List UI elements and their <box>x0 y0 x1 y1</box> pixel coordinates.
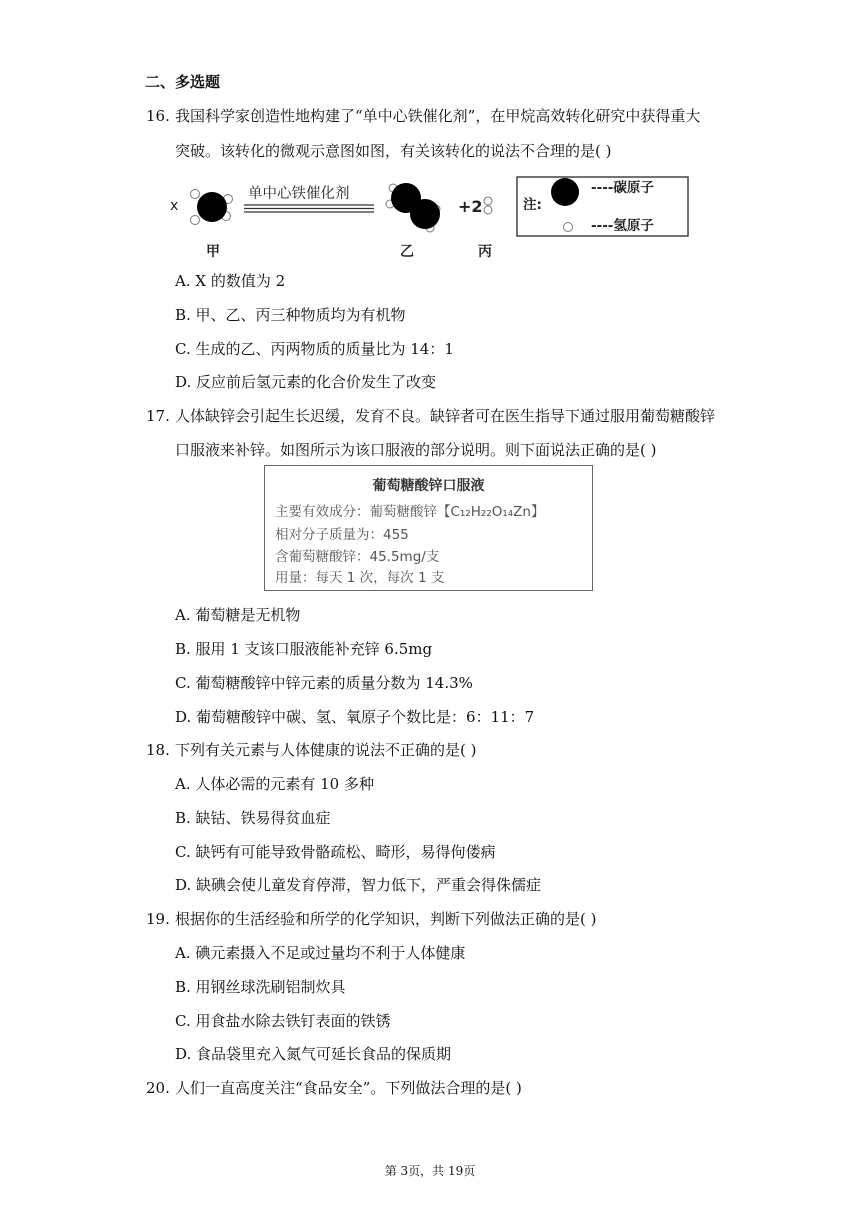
hydrogen-atom-icon <box>564 223 573 232</box>
oral-liquid-label-box <box>264 465 593 591</box>
label-box-line1: 主要有效成分：葡萄糖酸锌【C₁₂H₂₂O₁₄Zn】 <box>275 504 545 520</box>
question-18-number: 18. <box>146 741 170 759</box>
catalyst-label: 单中心铁催化剂 <box>248 186 350 202</box>
question-20-stem: 人们一直高度关注“食品安全”。下列做法合理的是( ) <box>175 1079 522 1097</box>
reaction-diagram <box>168 176 698 264</box>
q17-option-d: D. 葡萄糖酸锌中碳、氢、氧原子个数比是：6：11：7 <box>175 708 535 726</box>
q19-option-c: C. 用食盐水除去铁钉表面的铁锈 <box>175 1012 391 1030</box>
question-17-stem-line2: 口服液来补锌。如图所示为该口服液的部分说明。则下面说法正确的是( ) <box>175 441 657 459</box>
page-footer: 第 3页，共 19页 <box>384 1164 476 1178</box>
ethylene-molecule <box>386 183 440 232</box>
jia-label: 甲 <box>206 244 220 260</box>
question-19-number: 19. <box>146 910 170 928</box>
question-17-stem-line1: 人体缺锌会引起生长迟缓，发育不良。缺锌者可在医生指导下通过服用葡萄糖酸锌 <box>175 407 716 425</box>
q18-option-d: D. 缺碘会使儿童发育停滞，智力低下，严重会得侏儒症 <box>175 876 542 894</box>
label-box-line3: 含葡萄糖酸锌：45.5mg/支 <box>275 549 440 565</box>
label-box-title: 葡萄糖酸锌口服液 <box>372 478 485 494</box>
note-label: 注: <box>523 197 542 213</box>
question-16-stem-line1: 我国科学家创造性地构建了“单中心铁催化剂”，在甲烷高效转化研究中获得重大 <box>175 107 701 125</box>
methane-molecule <box>191 190 233 225</box>
question-16-number: 16. <box>146 107 170 125</box>
hydrogen-molecule <box>484 197 492 214</box>
hydrogen-legend-label: ----氢原子 <box>591 218 654 234</box>
q16-option-b: B. 甲、乙、丙三种物质均为有机物 <box>175 306 406 324</box>
q18-option-a: A. 人体必需的元素有 10 多种 <box>175 775 374 793</box>
reaction-svg <box>168 176 698 264</box>
q18-option-b: B. 缺钴、铁易得贫血症 <box>175 809 331 827</box>
carbon-atom-icon <box>551 178 579 206</box>
label-box-line2: 相对分子质量为：455 <box>275 527 409 543</box>
q17-option-b: B. 服用 1 支该口服液能补充锌 6.5mg <box>175 640 433 658</box>
question-18-stem: 下列有关元素与人体健康的说法不正确的是( ) <box>175 741 477 759</box>
label-box-line4: 用量：每天 1 次，每次 1 支 <box>275 570 445 586</box>
q17-option-a: A. 葡萄糖是无机物 <box>175 606 301 624</box>
q18-option-c: C. 缺钙有可能导致骨骼疏松、畸形，易得佝偻病 <box>175 843 496 861</box>
carbon-legend-label: ----碳原子 <box>591 180 654 196</box>
question-16-stem-line2: 突破。该转化的微观示意图如图，有关该转化的说法不合理的是( ) <box>175 142 612 160</box>
legend-box <box>517 177 688 236</box>
q17-option-c: C. 葡萄糖酸锌中锌元素的质量分数为 14.3% <box>175 674 473 692</box>
q16-option-c: C. 生成的乙、丙两物质的质量比为 14：1 <box>175 340 454 358</box>
bing-label: 丙 <box>478 244 492 260</box>
q19-option-a: A. 碘元素摄入不足或过量均不利于人体健康 <box>175 944 466 962</box>
section-title: 二、多选题 <box>145 73 221 91</box>
question-17-number: 17. <box>146 407 170 425</box>
yi-label: 乙 <box>400 244 414 260</box>
question-20-number: 20. <box>146 1079 170 1097</box>
q19-option-b: B. 用钢丝球洗刷铝制炊具 <box>175 978 346 996</box>
q16-option-a: A. X 的数值为 2 <box>175 272 286 290</box>
x-coefficient-label: x <box>170 198 179 214</box>
plus-two-label: +2 <box>458 197 483 216</box>
question-19-stem: 根据你的生活经验和所学的化学知识，判断下列做法正确的是( ) <box>175 910 597 928</box>
q16-option-d: D. 反应前后氢元素的化合价发生了改变 <box>175 373 437 391</box>
q19-option-d: D. 食品袋里充入氮气可延长食品的保质期 <box>175 1045 452 1063</box>
